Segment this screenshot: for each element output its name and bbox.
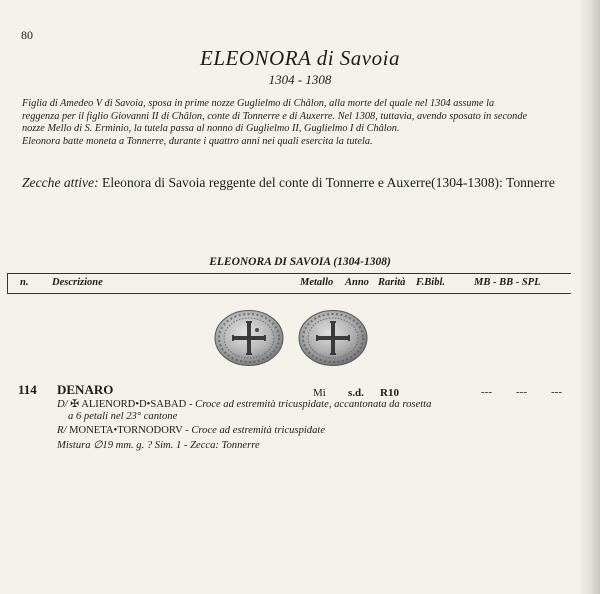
coin-obverse-image: [213, 309, 285, 367]
obverse-description: - Croce ad estremità tricuspidate, accantonata da rosetta: [188, 399, 432, 410]
biography-line: nozze Mello di S. Erminio, la tutela passa al nonno di Guglielmo II, Guglielmo I di Châlon.: [22, 123, 400, 135]
active-mints-text: Eleonora di Savoia reggente del conte di Tonnerre e Auxerre(1304-1308): Tonnerre: [102, 175, 555, 190]
reign-dates: 1304 - 1308: [268, 72, 332, 87]
obverse-description-cont: a 6 petali nel 23° cantone: [68, 411, 178, 422]
page-binding-shadow: [578, 0, 600, 594]
col-number: n.: [20, 277, 29, 288]
biography-line: Eleonora batte moneta a Tonnerre, durante i quattro anni nei quali esercita la tutela.: [22, 135, 373, 147]
catalog-table-header: [7, 273, 571, 294]
section-title: ELEONORA DI SAVOIA (1304-1308): [209, 256, 391, 268]
col-year: Anno: [345, 277, 369, 288]
biography-paragraph: [22, 98, 570, 148]
coin-rarity: R10: [380, 387, 399, 399]
active-mints: [22, 175, 582, 191]
coin-specs: Mistura ∅19 mm. g. ? Sim. 1 - Zecca: Tonnerre: [57, 440, 260, 451]
grade-mb: ---: [481, 386, 492, 398]
obverse-line: [57, 398, 431, 410]
coin-name: DENARO: [57, 382, 114, 397]
biography-line: Figlia di Amedeo V di Savoia, sposa in prime nozze Guglielmo di Châlon, alla morte del quale nel 1304 assume la: [22, 98, 495, 109]
reverse-line: [57, 425, 325, 436]
col-metal: Metallo: [300, 277, 334, 288]
grade-bb: ---: [516, 386, 527, 398]
col-bibliography: F.Bibl.: [416, 277, 445, 288]
reverse-legend: MONETA•TORNODORV: [69, 425, 183, 436]
reverse-description: - Croce ad estremità tricuspidate: [185, 425, 326, 436]
col-grades: MB - BB - SPL: [474, 277, 541, 288]
coin-metal: Mi: [313, 387, 326, 399]
grade-spl: ---: [551, 386, 562, 398]
active-mints-label: Zecche attive:: [22, 175, 99, 190]
coin-reverse-image: [297, 309, 369, 367]
obverse-legend: ✠ ALIENORD•D•SABAD: [70, 399, 187, 410]
col-description: Descrizione: [52, 277, 103, 288]
reverse-prefix: R/: [57, 425, 67, 436]
entry-number: 114: [18, 382, 37, 397]
page-number: 80: [21, 28, 33, 42]
page-title: ELEONORA di Savoia: [200, 46, 400, 70]
coin-date: s.d.: [348, 387, 364, 399]
obverse-prefix: D/: [57, 399, 68, 410]
biography-line: reggenza per il figlio Giovanni II di Châlon, conte di Tonnerre e di Auxerre. Nel 1308, tuttavia, avendo sposato in seconde: [22, 110, 528, 122]
col-rarity: Rarità: [378, 277, 406, 288]
